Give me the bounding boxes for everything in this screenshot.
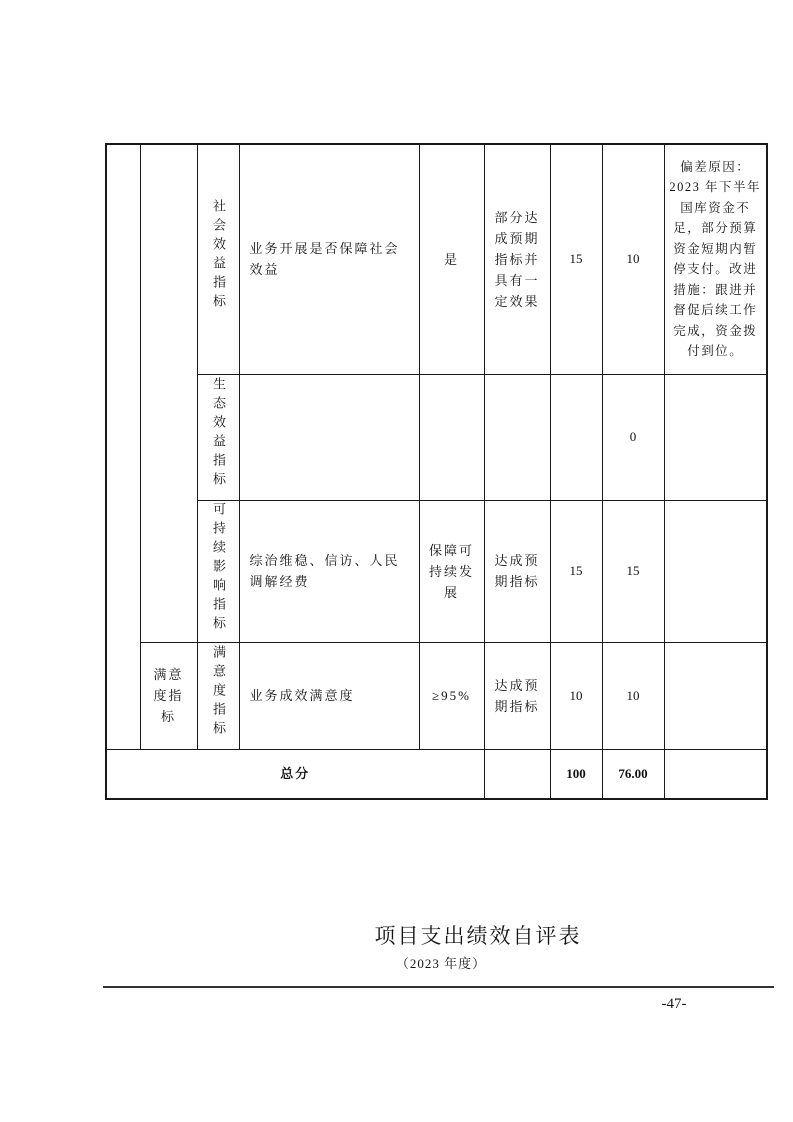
- category-label: 可持续影响指标: [211, 501, 226, 635]
- total-label-cell: 总分: [106, 749, 484, 799]
- total-score-cell: 100: [550, 749, 602, 799]
- next-table-title: 项目支出绩效自评表: [374, 924, 582, 948]
- satisfaction-group-cell: [140, 642, 197, 749]
- category-label: 满意度指标: [211, 645, 226, 740]
- empty-cell: [484, 749, 550, 799]
- group-label: 满意度指标: [153, 667, 184, 724]
- next-table-subtitle: （2023 年度）: [395, 956, 487, 971]
- target-value: 保障可持续发展: [428, 542, 474, 600]
- deviation-reason-cell: [664, 374, 767, 500]
- satisfaction-category-cell: [197, 642, 239, 749]
- empty-cell: [664, 749, 767, 799]
- score-value-cell: 10: [550, 642, 602, 749]
- annual-target-cell: [419, 500, 484, 642]
- social-benefit-category-cell: [197, 144, 239, 374]
- annual-target-cell: [419, 374, 484, 500]
- self-score-cell: 15: [602, 500, 664, 642]
- self-score-cell: 10: [602, 144, 664, 374]
- empty-group-cell: [140, 144, 197, 642]
- table-row: [106, 500, 767, 642]
- indicator-name-cell: [239, 144, 419, 374]
- score-value-cell: 15: [550, 500, 602, 642]
- actual-value: 达成预期指标: [494, 553, 540, 589]
- actual-value-cell: [484, 500, 550, 642]
- category-label: 社会效益指标: [211, 199, 226, 314]
- page-number: -47-: [661, 996, 687, 1012]
- empty-left-cell: [106, 144, 140, 749]
- ecological-benefit-category-cell: [197, 374, 239, 500]
- total-row: [106, 749, 767, 799]
- category-label: 生态效益指标: [211, 377, 226, 491]
- indicator-name-cell: [239, 500, 419, 642]
- indicator-label: 业务成效满意度: [249, 688, 355, 703]
- indicator-name-cell: [239, 374, 419, 500]
- total-self-score-cell: 76.00: [602, 749, 664, 799]
- deviation-text: 偏差原因：2023 年下半年国库资金不足，部分预算资金短期内暂停支付。改进措施：跟进并督促后续工作完成，资金拨付到位。: [669, 159, 762, 359]
- self-score-cell: 0: [602, 374, 664, 500]
- annual-target-cell: [419, 144, 484, 374]
- actual-value-cell: [484, 374, 550, 500]
- table-row: [106, 642, 767, 749]
- performance-table: [105, 143, 768, 800]
- target-value: 是: [443, 251, 459, 267]
- deviation-reason-cell: [664, 642, 767, 749]
- deviation-reason-cell: [664, 500, 767, 642]
- annual-target-cell: [419, 642, 484, 749]
- score-value-cell: 15: [550, 144, 602, 374]
- actual-value: 部分达成预期指标并具有一定效果: [494, 209, 540, 309]
- deviation-reason-cell: [664, 144, 767, 374]
- self-score-cell: 10: [602, 642, 664, 749]
- footer-divider: [103, 986, 774, 988]
- actual-value-cell: [484, 144, 550, 374]
- target-value: ≥95%: [432, 688, 471, 703]
- indicator-label: 综治维稳、信访、人民调解经费: [249, 553, 400, 589]
- sustainability-category-cell: [197, 500, 239, 642]
- indicator-name-cell: [239, 642, 419, 749]
- table-row: [106, 374, 767, 500]
- indicator-label: 业务开展是否保障社会效益: [249, 241, 400, 278]
- actual-value-cell: [484, 642, 550, 749]
- actual-value: 达成预期指标: [494, 677, 540, 714]
- table-row: [106, 144, 767, 374]
- score-value-cell: [550, 374, 602, 500]
